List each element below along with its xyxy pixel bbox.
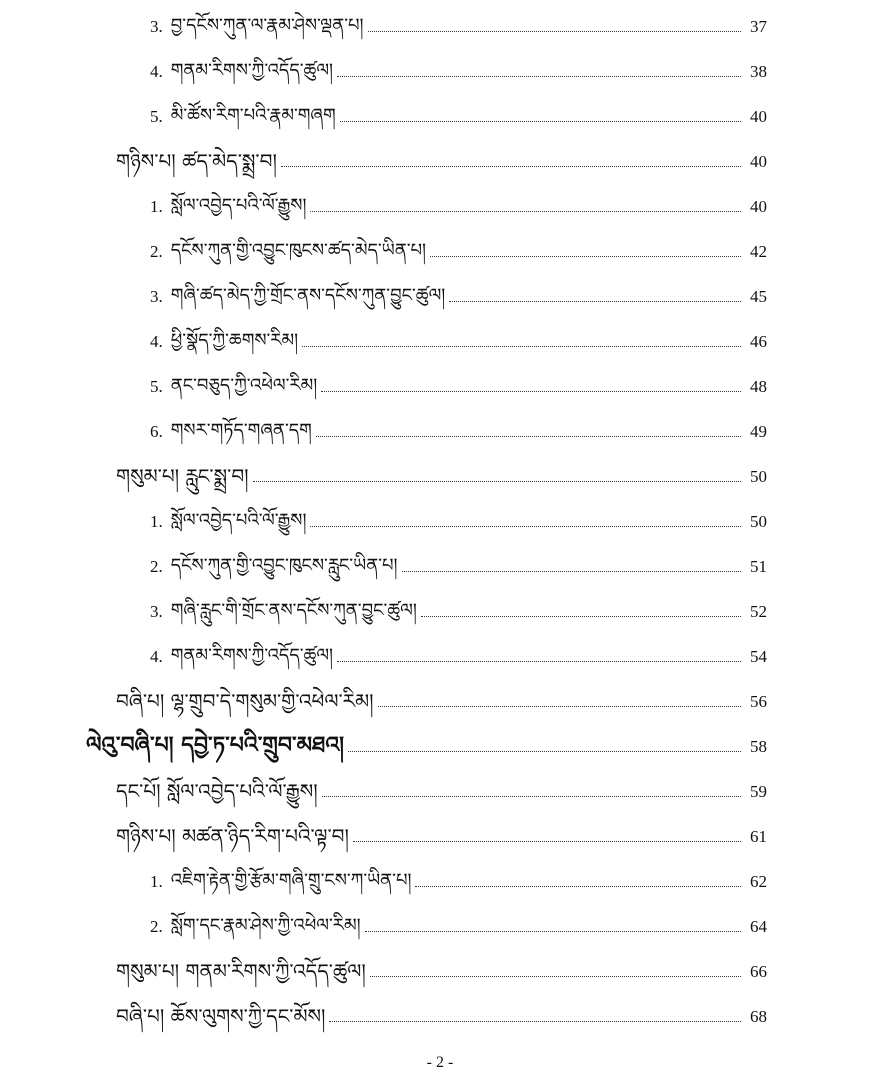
toc-entry-title: བཞི་པ། ཆོས་ལུགས་ཀྱི་དང་མོས།: [116, 1004, 326, 1028]
toc-dot-leader: [329, 1021, 741, 1022]
toc-dot-leader: [430, 256, 741, 257]
toc-dot-leader: [348, 751, 741, 752]
toc-entry-page: 40: [750, 107, 767, 126]
toc-entry[interactable]: [150, 863, 767, 893]
toc-entry-title: མི་ཚོས་རིག་པའི་རྣམ་གཞག: [170, 105, 336, 126]
toc-entry[interactable]: [150, 98, 767, 128]
toc-entry-page: 38: [750, 62, 767, 81]
toc-dot-leader: [340, 121, 741, 122]
toc-dot-leader: [322, 796, 741, 797]
toc-entry-number: 2.: [150, 917, 163, 936]
toc-entry[interactable]: [150, 233, 767, 263]
toc-dot-leader: [402, 571, 741, 572]
toc-entry-page: 61: [750, 827, 767, 846]
toc-entry[interactable]: [150, 413, 767, 443]
toc-entry-number: 5.: [150, 107, 163, 126]
toc-entry-page: 51: [750, 557, 767, 576]
toc-dot-leader: [378, 706, 741, 707]
toc-entry-number: 4.: [150, 332, 163, 351]
toc-entry-number: 1.: [150, 872, 163, 891]
toc-dot-leader: [316, 436, 741, 437]
toc-entry[interactable]: [150, 323, 767, 353]
toc-entry[interactable]: [150, 278, 767, 308]
toc-entry-page: 54: [750, 647, 767, 666]
toc-entry-title: ལེའུ་བཞི་པ། དབྱེ་ཏ་པའི་གྲུབ་མཐའ།: [86, 733, 345, 758]
toc-entry-page: 40: [750, 152, 767, 171]
toc-entry-title: ནང་བཅུད་ཀྱི་འཕེལ་རིམ།: [170, 375, 318, 396]
toc-entry-page: 52: [750, 602, 767, 621]
toc-entry[interactable]: [150, 638, 767, 668]
toc-dot-leader: [337, 76, 741, 77]
toc-entry-page: 50: [750, 467, 767, 486]
toc-dot-leader: [310, 211, 741, 212]
toc-entry-title: ཕྱི་སྣོད་ཀྱི་ཆགས་རིམ།: [170, 330, 299, 351]
toc-dot-leader: [449, 301, 741, 302]
toc-entry[interactable]: [116, 953, 767, 983]
toc-entry[interactable]: [86, 728, 767, 758]
toc-entry-title: བྱ་དངོས་ཀུན་ལ་རྣམ་ཤེས་ལྡན་པ།: [170, 15, 364, 36]
toc-entry-title: གནམ་རིགས་ཀྱི་འདོད་ཚུལ།: [170, 645, 334, 666]
toc-entry-page: 50: [750, 512, 767, 531]
toc-entry-title: འཇིག་རྟེན་གྱི་རྩོམ་གཞི་གྲུ་ངས་ཀ་ཡིན་པ།: [170, 870, 412, 891]
toc-entry[interactable]: [150, 548, 767, 578]
toc-entry-title: གཞི་རླུང་གི་གྲོང་ནས་དངོས་ཀུན་བྱུང་ཚུལ།: [170, 600, 417, 621]
toc-dot-leader: [310, 526, 741, 527]
toc-entry-title: གཉིས་པ། ཚད་མེད་སྨྲ་བ།: [116, 149, 277, 173]
toc-dot-leader: [370, 976, 741, 977]
toc-entry-title: བཞི་པ། ལྷ་གྲུབ་དེ་གསུམ་གྱི་འཕེལ་རིམ།: [116, 689, 374, 713]
toc-entry[interactable]: [116, 773, 767, 803]
toc-entry[interactable]: [116, 458, 767, 488]
page-number-footer: - 2 -: [426, 1054, 454, 1071]
toc-dot-leader: [368, 31, 741, 32]
toc-entry-title: གསར་གཏོད་གཞན་དག: [170, 420, 312, 441]
toc-entry[interactable]: [150, 503, 767, 533]
toc-entry-page: 40: [750, 197, 767, 216]
toc-entry-number: 1.: [150, 512, 163, 531]
toc-entry-title: གཉིས་པ། མཚན་ཉིད་རིག་པའི་ལྟ་བ།: [116, 824, 349, 848]
toc-entry-page: 59: [750, 782, 767, 801]
toc-entry[interactable]: [150, 53, 767, 83]
toc-entry-number: 4.: [150, 647, 163, 666]
toc-entry[interactable]: [150, 188, 767, 218]
toc-dot-leader: [353, 841, 741, 842]
toc-entry-page: 58: [750, 737, 767, 756]
toc-entry-number: 3.: [150, 17, 163, 36]
toc-dot-leader: [302, 346, 741, 347]
toc-dot-leader: [415, 886, 741, 887]
toc-entry[interactable]: [150, 368, 767, 398]
toc-entry-page: 48: [750, 377, 767, 396]
toc-entry-page: 46: [750, 332, 767, 351]
toc-entry-title: གསུམ་པ། གནམ་རིགས་ཀྱི་འདོད་ཚུལ།: [116, 959, 366, 983]
toc-entry-number: 4.: [150, 62, 163, 81]
toc-entry[interactable]: [150, 908, 767, 938]
toc-entry-number: 6.: [150, 422, 163, 441]
toc-entry-page: 68: [750, 1007, 767, 1026]
toc-entry[interactable]: [116, 143, 767, 173]
toc-entry[interactable]: [150, 8, 767, 38]
toc-entry-title: སློག་དང་རྣམ་ཤེས་ཀྱི་འཕེལ་རིམ།: [170, 915, 361, 936]
toc-entry[interactable]: [116, 998, 767, 1028]
toc-entry-page: 66: [750, 962, 767, 981]
toc-dot-leader: [337, 661, 741, 662]
toc-entry-number: 5.: [150, 377, 163, 396]
toc-entry-number: 3.: [150, 602, 163, 621]
toc-entry-title: གནམ་རིགས་ཀྱི་འདོད་ཚུལ།: [170, 60, 334, 81]
toc-dot-leader: [281, 166, 741, 167]
toc-dot-leader: [421, 616, 741, 617]
toc-entry-title: དངོས་ཀུན་གྱི་འབྱུང་ཁུངས་ཚད་མེད་ཡིན་པ།: [170, 240, 427, 261]
toc-entry-page: 56: [750, 692, 767, 711]
toc-entry-title: དངོས་ཀུན་གྱི་འབྱུང་ཁུངས་རླུང་ཡིན་པ།: [170, 555, 398, 576]
toc-entry-number: 2.: [150, 242, 163, 261]
toc-entry-title: སློལ་འབྱེད་པའི་ལོ་རྒྱུས།: [170, 510, 307, 531]
toc-entry-page: 62: [750, 872, 767, 891]
toc-entry[interactable]: [116, 683, 767, 713]
toc-entry-page: 45: [750, 287, 767, 306]
toc-entry-title: དང་པོ། སློལ་འབྱེད་པའི་ལོ་རྒྱུས།: [116, 779, 318, 803]
toc-entry-title: གསུམ་པ། རླུང་སྨྲ་བ།: [116, 464, 249, 488]
toc-entry-title: སློལ་འབྱེད་པའི་ལོ་རྒྱུས།: [170, 195, 307, 216]
toc-dot-leader: [321, 391, 741, 392]
toc-entry-number: 1.: [150, 197, 163, 216]
toc-dot-leader: [253, 481, 741, 482]
toc-entry[interactable]: [150, 593, 767, 623]
toc-entry-page: 49: [750, 422, 767, 441]
toc-entry-page: 64: [750, 917, 767, 936]
toc-dot-leader: [365, 931, 741, 932]
toc-entry-page: 37: [750, 17, 767, 36]
toc-entry-number: 2.: [150, 557, 163, 576]
toc-entry[interactable]: [116, 818, 767, 848]
toc-entry-number: 3.: [150, 287, 163, 306]
toc-entry-title: གཞི་ཚད་མེད་ཀྱི་གྲོང་ནས་དངོས་ཀུན་བྱུང་ཚུལ།: [170, 285, 446, 306]
toc-entry-page: 42: [750, 242, 767, 261]
